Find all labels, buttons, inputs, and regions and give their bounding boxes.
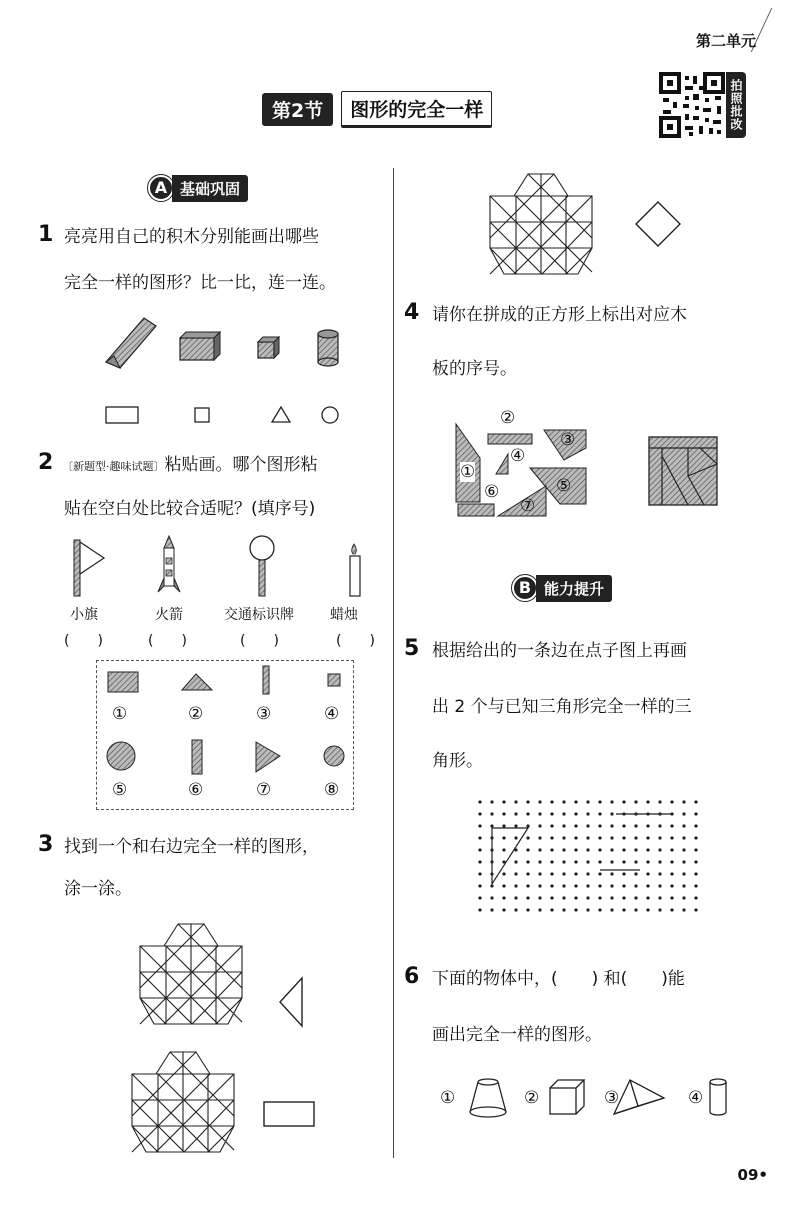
q2-tag: 〔新题型·趣味试题〕 (62, 460, 165, 473)
grid-dot (562, 884, 565, 887)
q2-option-2: ② (188, 704, 204, 724)
option-2-triangle (182, 674, 212, 690)
grid-dot (526, 812, 529, 815)
grid-dot (574, 908, 577, 911)
q1-blocks (100, 312, 360, 372)
grid-dot (574, 848, 577, 851)
grid-dot (622, 860, 625, 863)
grid-dot (562, 860, 565, 863)
grid-dot (538, 896, 541, 899)
grid-dot (598, 872, 601, 875)
grid-dot (670, 896, 673, 899)
grid-dot (610, 860, 613, 863)
grid-dot (514, 824, 517, 827)
grid-dot (514, 872, 517, 875)
q2-option-5: ⑤ (112, 780, 128, 800)
grid-dot (634, 872, 637, 875)
grid-dot (526, 800, 529, 803)
grid-dot (538, 872, 541, 875)
page-number: 09• (737, 1166, 768, 1184)
grid-dot (670, 848, 673, 851)
grid-dot (502, 896, 505, 899)
grid-dot (574, 800, 577, 803)
q2-option-4: ④ (324, 704, 340, 724)
grid-dot (586, 812, 589, 815)
grid-dot (610, 824, 613, 827)
traffic-sign-picture (250, 536, 274, 596)
circle-outline (322, 407, 338, 423)
q2-line2: 贴在空白处比较合适呢？(填序号) (64, 499, 316, 519)
grid-dot (550, 884, 553, 887)
grid-dot (586, 860, 589, 863)
grid-dot (562, 812, 565, 815)
cube-block (258, 337, 279, 358)
q5-line2: 出 2 个与已知三角形完全一样的三 (432, 697, 692, 717)
q1-line1: 亮亮用自己的积木分别能画出哪些 (64, 227, 319, 247)
grid-dot (538, 860, 541, 863)
option-6-bar (192, 740, 202, 774)
section-number: 第2节 (262, 93, 333, 126)
grid-dot (694, 836, 697, 839)
grid-dot (694, 908, 697, 911)
unit-label: 第二单元 (695, 32, 756, 50)
grid-dot (574, 860, 577, 863)
grid-dot (526, 824, 529, 827)
corner-decoration (751, 8, 797, 52)
option-8-circle (324, 746, 344, 766)
grid-dot (478, 824, 481, 827)
qr-tab[interactable]: 拍照批改 (726, 72, 746, 138)
grid-dot (682, 800, 685, 803)
grid-dot (658, 860, 661, 863)
option-4-square (328, 674, 340, 686)
grid-dot (538, 884, 541, 887)
grid-dot (478, 836, 481, 839)
grid-dot (502, 848, 505, 851)
q2-blank-2[interactable]: ( ) (148, 633, 187, 649)
grid-dot (514, 836, 517, 839)
q2-option-6: ⑥ (188, 780, 204, 800)
q6-number: 6 (404, 964, 420, 989)
grid-dot (694, 872, 697, 875)
grid-dot (562, 908, 565, 911)
grid-dot (538, 824, 541, 827)
q2-pictures (60, 534, 380, 602)
grid-dot (610, 884, 613, 887)
grid-dot (586, 824, 589, 827)
qr-code-icon (659, 72, 725, 138)
grid-dot (622, 872, 625, 875)
cylinder-object (710, 1079, 726, 1115)
grid-dot (562, 824, 565, 827)
q2-blank-1[interactable]: ( ) (64, 633, 103, 649)
grid-dot (598, 812, 601, 815)
grid-dot (610, 812, 613, 815)
grid-dot (490, 812, 493, 815)
q5-line1: 根据给出的一条边在点子图上再画 (432, 641, 687, 661)
grid-dot (682, 860, 685, 863)
grid-dot (526, 836, 529, 839)
grid-dot (478, 860, 481, 863)
q4-number: 4 (404, 300, 420, 325)
grid-dot (646, 872, 649, 875)
grid-dot (694, 800, 697, 803)
grid-dot (670, 860, 673, 863)
grid-dot (682, 848, 685, 851)
grid-dot (682, 836, 685, 839)
grid-dot (634, 908, 637, 911)
grid-dot (574, 872, 577, 875)
grid-dot (586, 872, 589, 875)
part-b-title: 能力提升 (536, 575, 612, 602)
grid-dot (598, 824, 601, 827)
grid-dot (562, 896, 565, 899)
grid-dot (526, 872, 529, 875)
option-1-rectangle (108, 672, 138, 692)
grid-dot (622, 896, 625, 899)
grid-dot (598, 884, 601, 887)
grid-dot (658, 824, 661, 827)
grid-dot (622, 836, 625, 839)
q2-option-1: ① (112, 704, 128, 724)
grid-dot (550, 824, 553, 827)
grid-dot (526, 896, 529, 899)
cylinder-block (318, 330, 338, 366)
grid-dot (694, 848, 697, 851)
grid-dot (610, 800, 613, 803)
column-divider (393, 168, 394, 1158)
q2-blank-4[interactable]: ( ) (336, 633, 375, 649)
grid-dot (658, 908, 661, 911)
grid-dot (526, 860, 529, 863)
q4-piece-label-2: ② (500, 408, 516, 428)
q2-line1: 粘贴画。哪个图形粘 (164, 455, 318, 475)
grid-dot (658, 800, 661, 803)
grid-dot (514, 884, 517, 887)
grid-dot (514, 908, 517, 911)
grid-dot (586, 800, 589, 803)
grid-dot (538, 908, 541, 911)
grid-dot (586, 836, 589, 839)
pyramid-object (614, 1080, 664, 1114)
grid-dot (610, 908, 613, 911)
q2-item-sign: 交通标识牌 (224, 607, 294, 623)
grid-dot (598, 860, 601, 863)
grid-dot (598, 908, 601, 911)
q2-option-3: ③ (256, 704, 272, 724)
grid-dot (598, 896, 601, 899)
grid-dot (538, 812, 541, 815)
q3-diamond[interactable] (634, 200, 684, 250)
q4-piece-label-3: ③ (560, 430, 576, 450)
grid-dot (598, 848, 601, 851)
q3-number: 3 (38, 832, 54, 857)
grid-dot (538, 800, 541, 803)
grid-dot (562, 848, 565, 851)
grid-dot (622, 884, 625, 887)
grid-dot (670, 800, 673, 803)
grid-dot (586, 848, 589, 851)
grid-dot (514, 800, 517, 803)
grid-dot (670, 824, 673, 827)
grid-dot (586, 908, 589, 911)
section-title (262, 92, 492, 126)
part-a-letter: A (148, 175, 174, 201)
grid-dot (646, 836, 649, 839)
grid-dot (694, 896, 697, 899)
q5-dot-grid[interactable] (476, 798, 706, 928)
q1-outlines (100, 400, 360, 430)
q2-option-8: ⑧ (324, 780, 340, 800)
q6-option-2: ② (524, 1088, 540, 1108)
grid-dot (694, 812, 697, 815)
q2-option-7: ⑦ (256, 780, 272, 800)
q3-lattice-shape-1[interactable] (138, 920, 248, 1030)
q3-line2: 涂一涂。 (64, 879, 132, 899)
grid-dot (682, 824, 685, 827)
grid-dot (634, 860, 637, 863)
grid-dot (478, 800, 481, 803)
grid-dot (562, 800, 565, 803)
grid-dot (502, 836, 505, 839)
grid-dot (694, 860, 697, 863)
q6-option-4: ④ (688, 1088, 704, 1108)
q1-line2: 完全一样的图形？比一比，连一连。 (64, 273, 336, 293)
grid-dot (610, 848, 613, 851)
grid-dot (670, 884, 673, 887)
grid-dot (682, 908, 685, 911)
grid-dot (658, 896, 661, 899)
q5-number: 5 (404, 636, 420, 661)
grid-dot (646, 860, 649, 863)
q6-line2: 画出完全一样的图形。 (432, 1025, 602, 1045)
candle-picture (350, 544, 360, 596)
rectangle-outline (106, 407, 138, 423)
grid-dot (478, 896, 481, 899)
q1-number: 1 (38, 222, 54, 247)
grid-dot (646, 908, 649, 911)
grid-dot (502, 872, 505, 875)
q4-line1: 请你在拼成的正方形上标出对应木 (432, 305, 687, 325)
grid-dot (502, 824, 505, 827)
grid-dot (622, 848, 625, 851)
grid-dot (490, 824, 493, 827)
piece-6 (458, 504, 494, 516)
q3-target-triangle (276, 974, 306, 1030)
grid-dot (514, 812, 517, 815)
grid-dot (610, 872, 613, 875)
grid-dot (550, 800, 553, 803)
grid-dot (562, 836, 565, 839)
q4-assembled-square[interactable] (648, 436, 720, 508)
cuboid-block (180, 332, 220, 360)
grid-dot (646, 800, 649, 803)
grid-dot (646, 884, 649, 887)
q4-piece-label-6: ⑥ (484, 482, 500, 502)
grid-dot (514, 860, 517, 863)
grid-dot (598, 800, 601, 803)
part-a-title: 基础巩固 (172, 175, 248, 202)
grid-dot (658, 872, 661, 875)
q4-piece-label-1: ① (460, 462, 476, 482)
grid-dot (550, 848, 553, 851)
grid-dot (682, 884, 685, 887)
grid-dot (526, 884, 529, 887)
grid-dot (562, 872, 565, 875)
q3-lattice-shape-3[interactable] (488, 170, 598, 280)
q3-line1: 找到一个和右边完全一样的图形， (64, 837, 319, 857)
part-a-badge (148, 174, 248, 202)
piece-2 (488, 434, 532, 444)
grid-dot (550, 896, 553, 899)
q5-line3: 角形。 (432, 751, 483, 771)
grid-dot (586, 896, 589, 899)
grid-dot (574, 896, 577, 899)
grid-dot (658, 848, 661, 851)
grid-dot (550, 908, 553, 911)
triangle-outline (272, 407, 290, 422)
grid-dot (550, 836, 553, 839)
grid-dot (682, 812, 685, 815)
grid-dot (550, 872, 553, 875)
grid-dot (694, 824, 697, 827)
q3-lattice-shape-2[interactable] (130, 1048, 240, 1158)
grid-dot (550, 860, 553, 863)
grid-dot (622, 824, 625, 827)
grid-dot (574, 812, 577, 815)
grid-dot (478, 872, 481, 875)
grid-dot (526, 848, 529, 851)
grid-dot (490, 896, 493, 899)
q2-item-rocket: 火箭 (155, 607, 183, 623)
q4-piece-label-4: ④ (510, 446, 526, 466)
grid-dot (478, 848, 481, 851)
grid-dot (610, 896, 613, 899)
q2-item-candle: 蜡烛 (330, 607, 358, 623)
grid-dot (670, 836, 673, 839)
q6-option-1: ① (440, 1088, 456, 1108)
grid-dot (502, 812, 505, 815)
grid-dot (622, 908, 625, 911)
grid-dot (574, 824, 577, 827)
frustum-object (470, 1079, 506, 1117)
grid-dot (634, 824, 637, 827)
rocket-picture (158, 536, 180, 592)
grid-dot (574, 884, 577, 887)
grid-dot (574, 836, 577, 839)
grid-dot (490, 800, 493, 803)
part-b-letter: B (512, 575, 538, 601)
grid-dot (670, 908, 673, 911)
q5-known-triangle (492, 828, 528, 884)
grid-dot (502, 908, 505, 911)
grid-dot (538, 836, 541, 839)
grid-dot (694, 884, 697, 887)
grid-dot (646, 896, 649, 899)
q3-rectangle[interactable] (262, 1100, 318, 1130)
grid-dot (670, 872, 673, 875)
grid-dot (646, 848, 649, 851)
q2-option-shapes (96, 660, 352, 808)
grid-dot (538, 848, 541, 851)
option-3-thin-rectangle (263, 666, 269, 694)
q6-objects (464, 1076, 744, 1122)
triangular-prism-block (106, 318, 156, 368)
grid-dot (526, 908, 529, 911)
grid-dot (478, 812, 481, 815)
part-b-badge (512, 574, 612, 602)
q4-line2: 板的序号。 (432, 359, 517, 379)
grid-dot (502, 884, 505, 887)
option-7-triangle (256, 742, 280, 772)
grid-dot (634, 884, 637, 887)
q2-number: 2 (38, 450, 54, 475)
grid-dot (598, 836, 601, 839)
grid-dot (478, 884, 481, 887)
grid-dot (682, 896, 685, 899)
grid-dot (610, 836, 613, 839)
grid-dot (502, 800, 505, 803)
grid-dot (658, 836, 661, 839)
q6-line1[interactable]: 下面的物体中，( ) 和( )能 (432, 969, 685, 989)
cube-object (550, 1080, 584, 1114)
grid-dot (634, 836, 637, 839)
grid-dot (514, 896, 517, 899)
square-outline (195, 408, 209, 422)
grid-dot (658, 884, 661, 887)
q2-item-flag: 小旗 (70, 607, 98, 623)
grid-dot (682, 872, 685, 875)
grid-dot (586, 884, 589, 887)
q4-piece-label-7: ⑦ (520, 496, 536, 516)
grid-dot (490, 908, 493, 911)
grid-dot (646, 824, 649, 827)
option-5-circle (107, 742, 135, 770)
grid-dot (634, 848, 637, 851)
q2-blank-3[interactable]: ( ) (240, 633, 279, 649)
section-name: 图形的完全一样 (341, 91, 492, 128)
grid-dot (550, 812, 553, 815)
q6-option-3: ③ (604, 1088, 620, 1108)
grid-dot (634, 896, 637, 899)
q4-piece-label-5: ⑤ (556, 476, 572, 496)
grid-dot (478, 908, 481, 911)
piece-4 (496, 454, 508, 474)
grid-dot (622, 800, 625, 803)
flag-picture (74, 540, 104, 596)
grid-dot (634, 800, 637, 803)
